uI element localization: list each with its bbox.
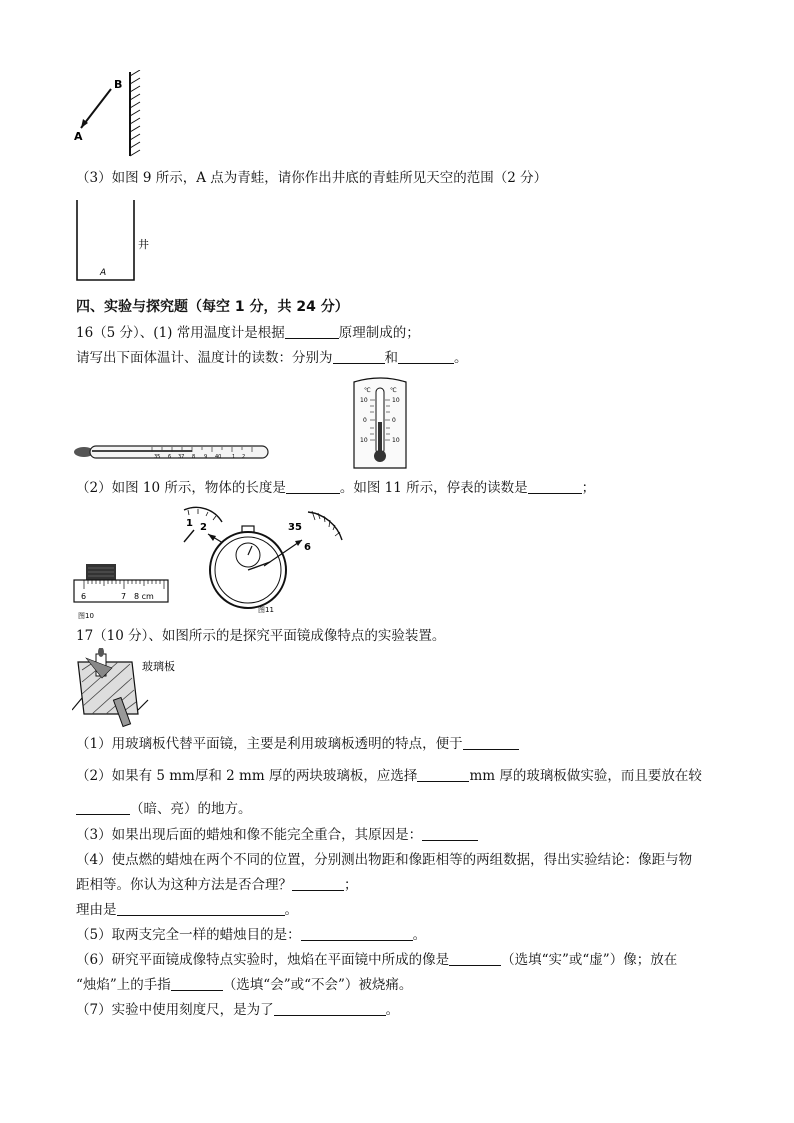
point-b-label: B (114, 78, 123, 91)
answer-blank-reasonable[interactable] (292, 876, 344, 891)
q17-part-4: （4）使点燃的蜡烛在两个不同的位置，分别测出物距和像距相等的两组数据，得出实验结论：像距与物 (76, 852, 693, 868)
q17-text-6a: （6）研究平面镜成像特点实验时，烛焰在平面镜中所成的像是 (76, 952, 450, 968)
body-thermo-tick: 9 (204, 454, 208, 460)
q17-part-2 (76, 767, 702, 785)
q17-text-5a: （5）取两支完全一样的蜡烛目的是： (76, 927, 301, 943)
answer-blank-thickness[interactable] (417, 767, 469, 782)
q17-part-2-cont (76, 800, 252, 818)
point-a-label: A (74, 130, 83, 143)
answer-blank-principle[interactable] (285, 324, 339, 339)
answer-blank-brightness[interactable] (76, 800, 130, 815)
body-thermo-tick: 6 (168, 454, 172, 460)
q17-part-5 (76, 926, 426, 944)
q17-text-6c: “烛焰”上的手指 (76, 977, 171, 993)
thermometer-figure (352, 376, 408, 470)
answer-blank-thermometer[interactable] (398, 349, 454, 364)
q16-text-3b: 。如图 11 所示，停表的读数是 (339, 480, 528, 496)
q17-text-7a: （7）实验中使用刻度尺，是为了 (76, 1002, 274, 1018)
small-dial-label: 1 (186, 518, 193, 529)
big-dial-label: 6 (304, 542, 311, 553)
q17-part-6-cont (76, 976, 412, 994)
q16-text-2c: 。 (454, 350, 468, 366)
body-thermo-tick: 40 (215, 454, 222, 460)
q16-text-3c: ； (581, 480, 596, 496)
stopwatch-figure (178, 500, 354, 618)
q16-text-3a: （2）如图 10 所示，物体的长度是 (76, 480, 286, 496)
body-thermo-tick: 8 (192, 454, 196, 460)
q17-intro: 17（10 分）、如图所示的是探究平面镜成像特点的实验装置。 (76, 628, 446, 644)
ruler-figure (72, 560, 172, 622)
fig11-caption: 图11 (258, 606, 274, 614)
thermo-tick-right: 0 (392, 417, 396, 424)
q17-text-6b: （选填“实”或“虚”）像；放在 (501, 952, 678, 968)
q16-text-2a: 请写出下面体温计、温度计的读数：分别为 (76, 350, 333, 366)
q17-text-4b: 距相等。你认为这种方法是否合理？ (76, 877, 292, 893)
answer-blank-reason-text[interactable] (117, 901, 285, 916)
frog-label: A (100, 268, 107, 278)
q16-text-1b: 原理制成的； (338, 325, 420, 341)
ruler-tick-label: 7 (121, 592, 127, 601)
answer-blank-body-thermometer[interactable] (333, 349, 385, 364)
plane-mirror-setup-figure (72, 648, 222, 734)
answer-blank-purpose[interactable] (301, 926, 413, 941)
q16-text-2b: 和 (384, 350, 398, 366)
well-label: 井 (138, 238, 149, 251)
ruler-tick-label: 6 (81, 592, 87, 601)
q17-text-6d: （选填“会”或“不会”）被烧痛。 (222, 977, 413, 993)
body-thermo-tick: 37 (178, 454, 185, 460)
thermo-tick-left: 10 (360, 397, 368, 404)
q16-line-1 (76, 324, 420, 342)
answer-blank-q17-1[interactable] (463, 735, 519, 750)
q17-text-2b: mm 厚的玻璃板做实验，而且要放在较 (469, 768, 702, 784)
thermo-tick-left: 0 (363, 417, 367, 424)
body-thermo-tick: 1 (232, 454, 236, 460)
body-thermo-tick: 35 (154, 454, 161, 460)
thermo-unit-left: ℃ (364, 387, 371, 394)
q16-text-1a: 16（5 分）、(1) 常用温度计是根据 (76, 325, 285, 341)
small-dial-label: 2 (200, 522, 207, 533)
ruler-tick-label: 8 cm (134, 592, 154, 601)
q17-text-1: （1）用玻璃板代替平面镜，主要是利用玻璃板透明的特点，便于 (76, 736, 463, 752)
thermo-tick-right: 10 (392, 397, 400, 404)
q17-text-4d: 理由是 (76, 902, 117, 918)
glass-plate-label: 玻璃板 (142, 660, 175, 673)
fig10-caption: 图10 (78, 612, 94, 620)
q17-part-1 (76, 735, 519, 753)
answer-blank-reason[interactable] (422, 826, 478, 841)
q17-part-7 (76, 1001, 399, 1019)
q17-part-3 (76, 826, 478, 844)
big-dial-label: 35 (288, 522, 302, 533)
thermo-unit-right: ℃ (390, 387, 397, 394)
body-thermometer-figure (72, 440, 272, 466)
q17-text-4c: ； (344, 877, 358, 893)
answer-blank-length[interactable] (286, 479, 340, 494)
q17-part-6 (76, 951, 677, 969)
q17-text-3: （3）如果出现后面的蜡烛和像不能完全重合，其原因是： (76, 827, 423, 843)
mirror-ray-figure (70, 70, 150, 160)
q16-line-2 (76, 349, 468, 367)
q15-3-text: （3）如图 9 所示，A 点为青蛙，请你作出井底的青蛙所见天空的范围（2 分） (76, 170, 548, 186)
thermo-tick-right: 10 (392, 437, 400, 444)
q17-text-2a: （2）如果有 5 mm厚和 2 mm 厚的两块玻璃板，应选择 (76, 768, 418, 784)
well-figure (72, 198, 162, 284)
q16-line-3 (76, 479, 595, 497)
q17-part-4-reason (76, 901, 298, 919)
q17-text-2c: （暗、亮）的地方。 (130, 801, 252, 817)
q17-text-7b: 。 (385, 1002, 400, 1018)
q17-text-4e: 。 (284, 902, 298, 918)
q17-part-4-cont (76, 876, 358, 894)
answer-blank-ruler-purpose[interactable] (274, 1001, 386, 1016)
thermo-tick-left: 10 (360, 437, 368, 444)
answer-blank-stopwatch[interactable] (528, 479, 582, 494)
answer-blank-burn[interactable] (171, 976, 223, 991)
section-4-heading: 四、实验与探究题（每空 1 分，共 24 分） (76, 299, 349, 315)
q17-text-5b: 。 (412, 927, 427, 943)
answer-blank-image-type[interactable] (449, 951, 501, 966)
body-thermo-tick: 2 (242, 454, 246, 460)
